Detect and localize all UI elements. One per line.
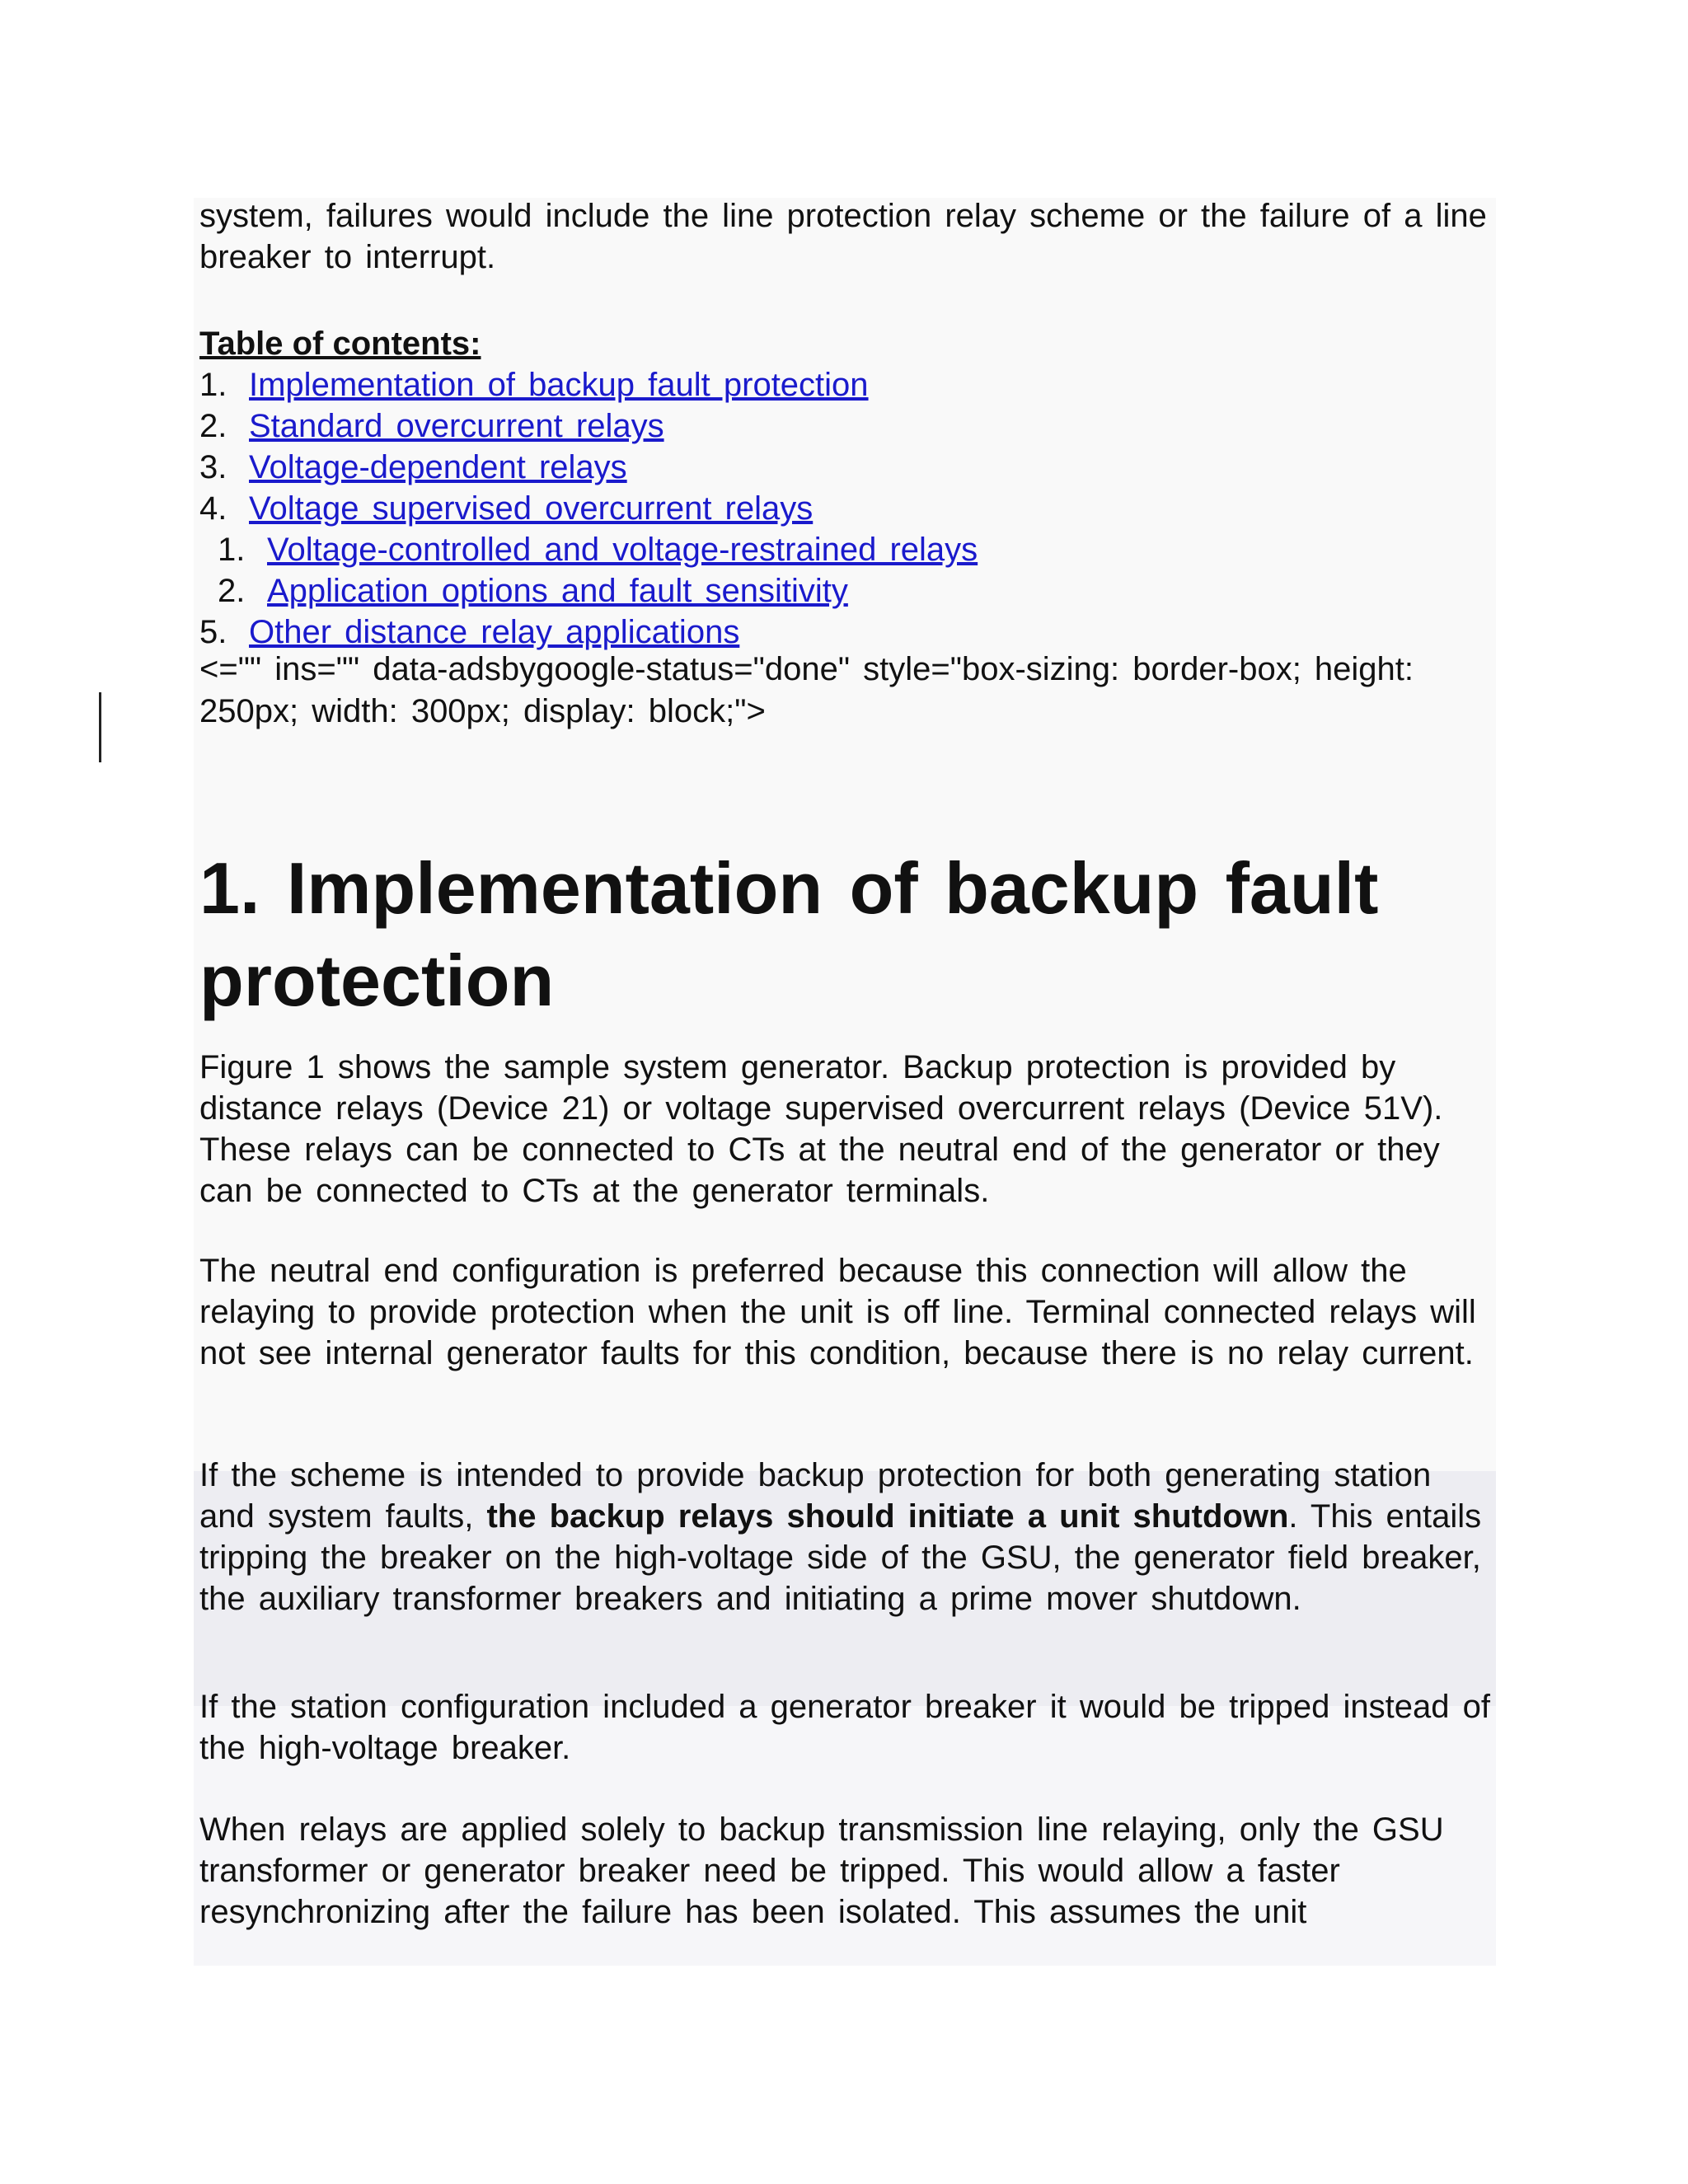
toc-item-number: 1. [199,367,227,403]
paragraph-text: . This entails tripping the breaker on the high-voltage side of the GSU, the generator field breaker, the auxiliary transformer breakers and initiating a prime mover shutdown. [199,1498,1482,1617]
paragraph-neutral-end: The neutral end configuration is preferred because this connection will allow the relaying to provide protection when the unit is off line. Terminal connected relays will not see internal generator faults for this condition, because there is no relay current. [199,1253,1476,1371]
toc-link-voltage-dependent[interactable]: Voltage-dependent relays [249,449,627,485]
paragraph-generator-breaker: If the station configuration included a generator breaker it would be tripped instead of the high-voltage breaker. [199,1689,1490,1766]
toc-item-number: 2. [218,573,246,609]
toc-item-number: 2. [199,408,227,444]
paragraph-text: If the scheme is intended to provide backup protection for both generating station and system faults, [199,1457,1432,1535]
table-of-contents [199,364,978,653]
toc-title: Table of contents: [199,326,481,362]
toc-link-standard-overcurrent[interactable]: Standard overcurrent relays [249,408,664,444]
toc-item-number: 4. [199,490,227,527]
toc-link-implementation[interactable]: Implementation of backup fault protection [249,367,869,403]
toc-link-application-options[interactable]: Application options and fault sensitivity [267,573,848,609]
toc-link-other-distance[interactable]: Other distance relay applications [249,614,740,650]
paragraph-unit-shutdown [199,1455,1492,1619]
text-cursor [99,692,101,762]
section-heading: 1. Implementation of backup fault protection [199,847,1379,1021]
paragraph-transmission-backup: When relays are applied solely to backup transmission line relaying, only the GSU transformer or generator breaker need be tripped. This would allow a faster resynchronizing after the failure has been isolated. This assumes the unit [199,1811,1444,1930]
toc-link-voltage-controlled[interactable]: Voltage-controlled and voltage-restrained relays [267,532,978,568]
intro-paragraph: system, failures would include the line protection relay scheme or the failure of a line breaker to interrupt. [199,198,1487,275]
toc-item-number: 5. [199,614,227,650]
toc-item-number: 1. [218,532,246,568]
toc-item [199,405,978,447]
toc-item [199,488,978,529]
emphasized-text: the backup relays should initiate a unit shutdown [486,1498,1289,1535]
paragraph-figure-1: Figure 1 shows the sample system generator. Backup protection is provided by distance relays (Device 21) or voltage supervised overcurrent relays (Device 51V). These relays can be connected to CTs at the neutral end of the generator or they can be connected to CTs at the generator terminals. [199,1049,1443,1209]
toc-item [199,447,978,488]
toc-item [199,612,978,653]
embed-code-text: <="" ins="" data-adsbygoogle-status="done" style="box-sizing: border-box; height: 250px; width: 300px; display: block;"> [199,651,1414,729]
toc-link-voltage-supervised[interactable]: Voltage supervised overcurrent relays [249,490,814,527]
toc-item [199,364,978,405]
toc-subitem [199,529,978,570]
toc-item-number: 3. [199,449,227,485]
toc-subitem [199,570,978,612]
